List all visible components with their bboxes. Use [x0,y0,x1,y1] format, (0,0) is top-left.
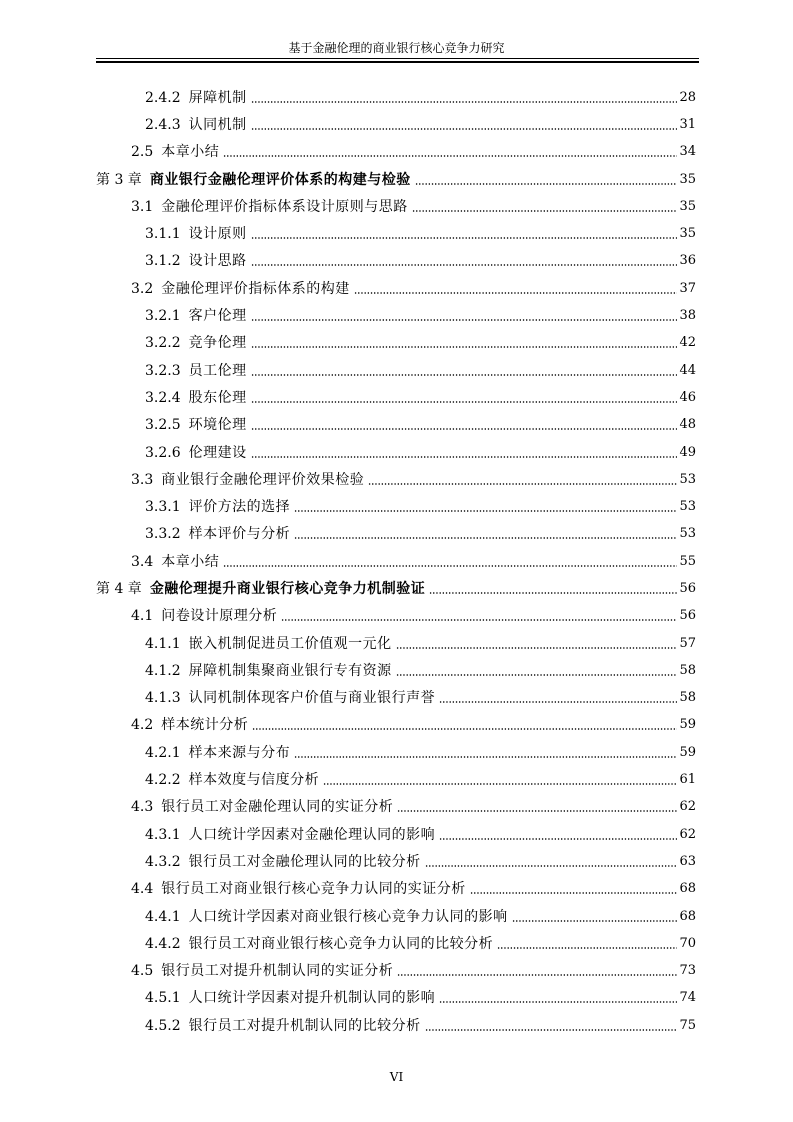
toc-dot-leader [368,483,677,485]
toc-entry-number: 4.4 [131,881,154,898]
toc-dot-leader [223,155,677,157]
toc-entry-title: 银行员工对提升机制认同的比较分析 [188,1017,421,1034]
toc-entry-title: 人口统计学因素对提升机制认同的影响 [188,990,436,1007]
toc-entry-page: 35 [679,226,696,242]
toc-entry-page: 59 [679,717,696,733]
toc-entry-page: 49 [679,444,696,460]
toc-entry-number: 4.3 [131,799,154,816]
toc-dot-leader [251,401,678,403]
toc-entry-page: 70 [679,935,696,951]
toc-dot-leader [281,619,677,621]
toc-entry-title: 人口统计学因素对商业银行核心竞争力认同的影响 [188,908,508,925]
toc-entry-title: 样本评价与分析 [188,526,291,543]
toc-dot-leader [294,756,677,758]
toc-entry-title: 商业银行金融伦理评价效果检验 [161,471,365,488]
toc-dot-leader [223,565,677,567]
toc-entry-number: 4.5 [131,963,154,980]
toc-section-entry[interactable] [0,903,793,930]
toc-entry-number: 3.2.2 [145,335,181,352]
toc-entry-page: 58 [679,662,696,678]
toc-entry-number: 3.1.1 [145,226,181,243]
toc-entry-title: 商业银行金融伦理评价体系的构建与检验 [149,171,411,188]
toc-entry-title: 嵌入机制促进员工价值观一元化 [188,635,392,652]
toc-entry-page: 35 [679,171,696,187]
toc-entry-number: 第 3 章 [96,171,142,188]
toc-entry-number: 4.4.1 [145,908,181,925]
toc-entry-number: 3.2 [131,280,154,297]
toc-entry-number: 4.2 [131,717,154,734]
toc-entry-number: 3.3.1 [145,499,181,516]
toc-entry-page: 56 [679,608,696,624]
toc-entry-title: 股东伦理 [188,389,247,406]
toc-dot-leader [251,456,678,458]
toc-dot-leader [251,264,678,266]
toc-entry-number: 4.1.2 [145,662,181,679]
toc-dot-leader [512,920,678,922]
toc-section-entry[interactable] [0,466,793,493]
toc-section-entry[interactable] [0,302,793,329]
toc-dot-leader [252,728,677,730]
toc-entry-page: 75 [679,1017,696,1033]
toc-entry-page: 28 [679,89,696,105]
toc-entry-title: 屏障机制 [188,89,247,106]
toc-entry-title: 伦理建设 [188,444,247,461]
toc-dot-leader [251,374,678,376]
toc-entry-number: 4.2.2 [145,772,181,789]
toc-entry-page: 58 [679,690,696,706]
toc-entry-title: 问卷设计原理分析 [161,608,278,625]
toc-entry-title: 人口统计学因素对金融伦理认同的影响 [188,826,436,843]
toc-entry-title: 员工伦理 [188,362,247,379]
toc-entry-number: 4.1 [131,608,154,625]
toc-section-entry[interactable] [0,493,793,520]
toc-section-entry[interactable] [0,712,793,739]
toc-section-entry[interactable] [0,739,793,766]
toc-chapter-entry[interactable] [0,166,793,193]
toc-section-entry[interactable] [0,876,793,903]
toc-section-entry[interactable] [0,985,793,1012]
toc-section-entry[interactable] [0,930,793,957]
toc-entry-title: 金融伦理评价指标体系设计原则与思路 [161,198,408,215]
toc-entry-page: 55 [679,553,696,569]
toc-entry-title: 本章小结 [161,553,220,570]
toc-entry-page: 48 [679,417,696,433]
toc-entry-title: 金融伦理评价指标体系的构建 [161,280,350,297]
toc-dot-leader [251,319,678,321]
toc-entry-page: 53 [679,471,696,487]
toc-entry-number: 3.4 [131,553,154,570]
toc-entry-number: 3.2.1 [145,308,181,325]
toc-dot-leader [251,128,678,130]
toc-section-entry[interactable] [0,603,793,630]
toc-section-entry[interactable] [0,958,793,985]
toc-section-entry[interactable] [0,439,793,466]
toc-section-entry[interactable] [0,821,793,848]
toc-entry-number: 2.4.2 [145,89,181,106]
toc-entry-page: 31 [679,116,696,132]
toc-entry-number: 3.2.5 [145,417,181,434]
toc-entry-number: 4.4.2 [145,935,181,952]
toc-entry-page: 44 [679,362,696,378]
toc-entry-page: 73 [679,963,696,979]
toc-dot-leader [251,428,678,430]
toc-entry-page: 46 [679,389,696,405]
toc-section-entry[interactable] [0,794,793,821]
toc-dot-leader [415,183,678,185]
toc-dot-leader [425,865,678,867]
toc-dot-leader [429,592,677,594]
toc-section-entry[interactable] [0,630,793,657]
toc-entry-title: 银行员工对商业银行核心竞争力认同的比较分析 [188,935,494,952]
toc-entry-number: 2.4.3 [145,116,181,133]
toc-entry-page: 56 [679,580,696,596]
toc-entry-title: 银行员工对金融伦理认同的实证分析 [161,799,394,816]
toc-entry-page: 37 [679,280,696,296]
toc-entry-number: 3.3 [131,471,154,488]
toc-entry-title: 样本统计分析 [161,717,249,734]
toc-entry-title: 客户伦理 [188,308,247,325]
toc-dot-leader [397,974,677,976]
toc-dot-leader [251,101,678,103]
toc-entry-title: 评价方法的选择 [188,499,291,516]
toc-entry-page: 38 [679,308,696,324]
toc-entry-page: 34 [679,144,696,160]
toc-section-entry[interactable] [0,657,793,684]
toc-section-entry[interactable] [0,766,793,793]
running-header: 基于金融伦理的商业银行核心竞争力研究 [288,41,505,55]
toc-dot-leader [397,810,677,812]
toc-section-entry[interactable] [0,384,793,411]
toc-dot-leader [294,537,677,539]
toc-entry-page: 36 [679,253,696,269]
toc-section-entry[interactable] [0,521,793,548]
toc-entry-title: 竞争伦理 [188,335,247,352]
toc-entry-page: 53 [679,526,696,542]
toc-entry-number: 第 4 章 [96,580,142,597]
toc-entry-title: 样本来源与分布 [188,744,291,761]
toc-entry-title: 银行员工对金融伦理认同的比较分析 [188,853,421,870]
toc-section-entry[interactable] [0,220,793,247]
page-number: VI [389,1070,404,1084]
toc-entry-title: 环境伦理 [188,417,247,434]
toc-entry-title: 屏障机制集聚商业银行专有资源 [188,662,392,679]
toc-dot-leader [396,647,678,649]
toc-entry-number: 3.1.2 [145,253,181,270]
toc-entry-number: 3.1 [131,198,154,215]
toc-section-entry[interactable] [0,248,793,275]
toc-section-entry[interactable] [0,685,793,712]
toc-section-entry[interactable] [0,84,793,111]
toc-entry-page: 63 [679,853,696,869]
toc-entry-number: 4.5.1 [145,990,181,1007]
toc-entry-page: 68 [679,908,696,924]
toc-section-entry[interactable] [0,139,793,166]
toc-entry-number: 4.1.1 [145,635,181,652]
toc-entry-number: 4.2.1 [145,744,181,761]
toc-dot-leader [354,292,678,294]
toc-dot-leader [439,1001,677,1003]
toc-entry-title: 认同机制 [188,116,247,133]
toc-entry-page: 57 [679,635,696,651]
toc-entry-page: 42 [679,335,696,351]
toc-dot-leader [412,210,678,212]
toc-dot-leader [439,701,677,703]
toc-entry-number: 4.3.1 [145,826,181,843]
toc-dot-leader [251,237,678,239]
toc-entry-page: 59 [679,744,696,760]
header-rule-thick [96,61,699,63]
toc-entry-title: 样本效度与信度分析 [188,772,320,789]
toc-entry-page: 74 [679,990,696,1006]
toc-dot-leader [425,1029,678,1031]
header-rule-thin [96,58,699,59]
toc-dot-leader [251,346,678,348]
toc-entry-title: 本章小结 [161,144,220,161]
toc-entry-page: 61 [679,772,696,788]
toc-entry-page: 35 [679,198,696,214]
toc-entry-number: 3.3.2 [145,526,181,543]
toc-entry-title: 金融伦理提升商业银行核心竞争力机制验证 [149,580,426,597]
toc-entry-title: 设计思路 [188,253,247,270]
toc-section-entry[interactable] [0,193,793,220]
toc-entry-number: 3.2.3 [145,362,181,379]
toc-entry-title: 银行员工对商业银行核心竞争力认同的实证分析 [161,881,466,898]
toc-entry-number: 2.5 [131,144,154,161]
toc-section-entry[interactable] [0,848,793,875]
toc-entry-number: 4.1.3 [145,690,181,707]
toc-entry-title: 设计原则 [188,226,247,243]
toc-chapter-entry[interactable] [0,575,793,602]
toc-entry-page: 53 [679,499,696,515]
toc-entry-page: 62 [679,799,696,815]
toc-section-entry[interactable] [0,330,793,357]
toc-dot-leader [323,783,677,785]
toc-entry-title: 银行员工对提升机制认同的实证分析 [161,963,394,980]
toc-dot-leader [439,838,677,840]
toc-entry-number: 3.2.6 [145,444,181,461]
table-of-contents [0,84,793,1039]
toc-entry-number: 4.3.2 [145,853,181,870]
toc-entry-title: 认同机制体现客户价值与商业银行声誉 [188,690,436,707]
toc-section-entry[interactable] [0,1012,793,1039]
toc-entry-number: 4.5.2 [145,1017,181,1034]
toc-section-entry[interactable] [0,357,793,384]
toc-entry-number: 3.2.4 [145,389,181,406]
toc-section-entry[interactable] [0,412,793,439]
toc-dot-leader [470,892,678,894]
toc-dot-leader [396,674,678,676]
toc-section-entry[interactable] [0,275,793,302]
toc-entry-page: 62 [679,826,696,842]
toc-section-entry[interactable] [0,111,793,138]
toc-entry-page: 68 [679,881,696,897]
toc-dot-leader [497,947,677,949]
toc-dot-leader [294,510,677,512]
toc-section-entry[interactable] [0,548,793,575]
